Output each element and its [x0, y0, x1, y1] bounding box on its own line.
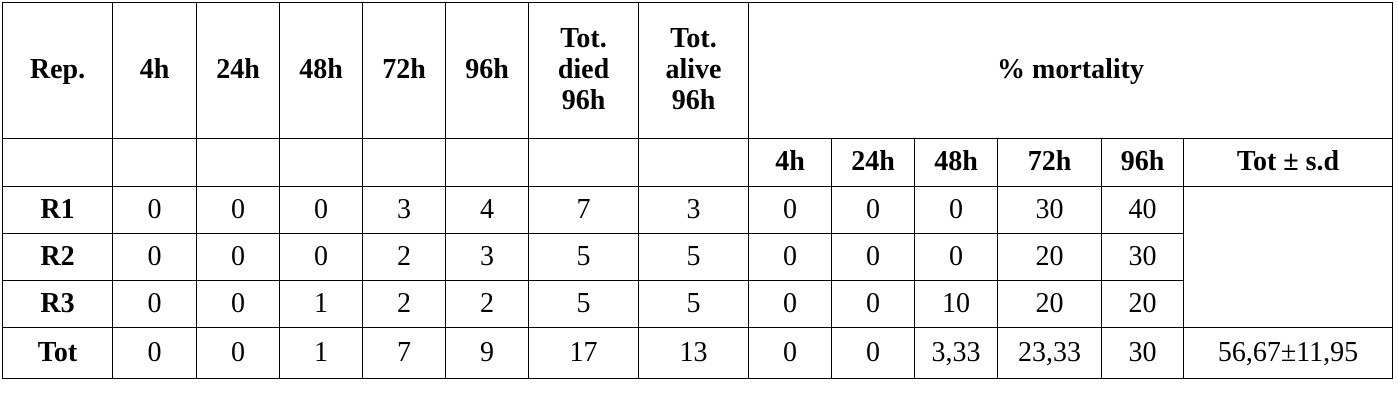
table-row [3, 187, 1393, 234]
total-row [3, 328, 1393, 379]
cell-count: 0 [280, 234, 363, 281]
header-24h: 24h [197, 3, 280, 139]
cell-pct: 0 [832, 281, 915, 328]
subheader-empty [529, 139, 639, 187]
total-count: 7 [363, 328, 446, 379]
cell-pct: 20 [998, 234, 1102, 281]
subheader-tot-sd: Tot ± s.d [1184, 139, 1393, 187]
row-label: R2 [3, 234, 113, 281]
total-count: 0 [197, 328, 280, 379]
total-count: 1 [280, 328, 363, 379]
mortality-table [2, 2, 1393, 379]
total-tot-sd: 56,67±11,95 [1184, 328, 1393, 379]
cell-count: 0 [113, 187, 197, 234]
header-tot-alive-line1: Tot. [670, 23, 717, 55]
cell-count: 0 [280, 187, 363, 234]
cell-count: 3 [363, 187, 446, 234]
cell-pct: 0 [749, 281, 832, 328]
total-pct: 0 [832, 328, 915, 379]
header-4h: 4h [113, 3, 197, 139]
cell-alive: 5 [639, 281, 749, 328]
cell-alive: 5 [639, 234, 749, 281]
subheader-empty [363, 139, 446, 187]
cell-tot-sd-empty [1184, 187, 1393, 328]
header-pct-mortality: % mortality [749, 3, 1393, 139]
header-rep: Rep. [3, 3, 113, 139]
total-died: 17 [529, 328, 639, 379]
subheader-empty [446, 139, 529, 187]
subheader-96h: 96h [1102, 139, 1184, 187]
total-label: Tot [3, 328, 113, 379]
cell-count: 0 [197, 234, 280, 281]
total-count: 9 [446, 328, 529, 379]
cell-pct: 0 [915, 234, 998, 281]
cell-count: 0 [113, 281, 197, 328]
header-tot-died-line2: died [557, 54, 610, 86]
header-tot-alive-line3: 96h [671, 84, 716, 116]
header-72h: 72h [363, 3, 446, 139]
cell-alive: 3 [639, 187, 749, 234]
cell-pct: 20 [998, 281, 1102, 328]
header-96h: 96h [446, 3, 529, 139]
cell-pct: 20 [1102, 281, 1184, 328]
cell-died: 5 [529, 281, 639, 328]
cell-pct: 10 [915, 281, 998, 328]
total-pct: 23,33 [998, 328, 1102, 379]
subheader-4h: 4h [749, 139, 832, 187]
subheader-empty [197, 139, 280, 187]
cell-pct: 30 [998, 187, 1102, 234]
subheader-row [3, 139, 1393, 187]
cell-pct: 30 [1102, 234, 1184, 281]
cell-pct: 0 [832, 234, 915, 281]
subheader-48h: 48h [915, 139, 998, 187]
subheader-empty [3, 139, 113, 187]
total-pct: 30 [1102, 328, 1184, 379]
header-tot-died-line1: Tot. [560, 23, 607, 55]
header-tot-died [529, 3, 639, 139]
subheader-24h: 24h [832, 139, 915, 187]
subheader-empty [639, 139, 749, 187]
subheader-empty [113, 139, 197, 187]
cell-pct: 0 [915, 187, 998, 234]
cell-died: 7 [529, 187, 639, 234]
header-tot-died-line3: 96h [561, 84, 606, 116]
row-label: R1 [3, 187, 113, 234]
cell-count: 3 [446, 234, 529, 281]
cell-count: 2 [363, 234, 446, 281]
header-row [3, 3, 1393, 139]
header-tot-alive-line2: alive [665, 54, 722, 86]
subheader-empty [280, 139, 363, 187]
cell-pct: 40 [1102, 187, 1184, 234]
cell-count: 0 [197, 187, 280, 234]
total-alive: 13 [639, 328, 749, 379]
cell-pct: 0 [749, 187, 832, 234]
cell-count: 1 [280, 281, 363, 328]
cell-count: 2 [446, 281, 529, 328]
total-pct: 0 [749, 328, 832, 379]
cell-died: 5 [529, 234, 639, 281]
cell-count: 0 [197, 281, 280, 328]
cell-pct: 0 [749, 234, 832, 281]
cell-count: 0 [113, 234, 197, 281]
row-label: R3 [3, 281, 113, 328]
cell-pct: 0 [832, 187, 915, 234]
header-48h: 48h [280, 3, 363, 139]
cell-count: 4 [446, 187, 529, 234]
header-tot-alive [639, 3, 749, 139]
cell-count: 2 [363, 281, 446, 328]
total-pct: 3,33 [915, 328, 998, 379]
total-count: 0 [113, 328, 197, 379]
subheader-72h: 72h [998, 139, 1102, 187]
